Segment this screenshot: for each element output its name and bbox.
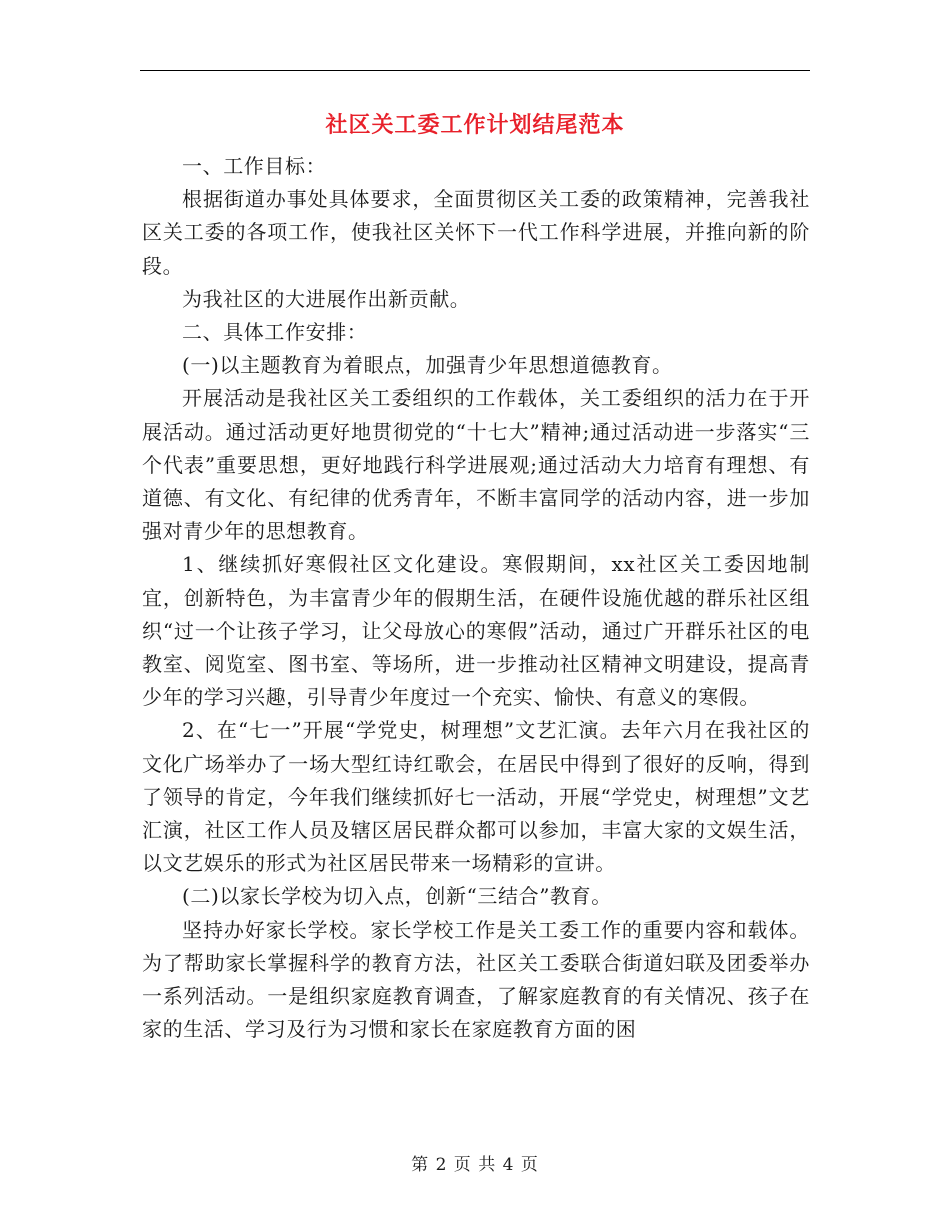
document-body	[142, 150, 810, 1046]
paragraph-section-1-heading: 一、工作目标：	[182, 154, 327, 178]
paragraph-item-2: 2、在“七一”开展“学党史，树理想”文艺汇演。去年六月在我社区的文化广场举办了一场大型红诗红歌会，在居民中得到了很好的反响，得到了领导的肯定，今年我们继续抓好七一活动，开展“学党史，树理想”文艺汇演，社区工作人员及辖区居民群众都可以参加，丰富大家的文娱生活，以文艺娱乐的形式为社区居民带来一场精彩的宣讲。	[142, 718, 810, 876]
paragraph-section-2-heading: 二、具体工作安排：	[182, 320, 368, 345]
paragraph-parent-school: 坚持办好家长学校。家长学校工作是关工委工作的重要内容和载体。为了帮助家长掌握科学的教育方法，社区关工委联合街道妇联及团委举办一系列活动。一是组织家庭教育调查，了解家庭教育的有关情况、孩子在家的生活、学习及行为习惯和家长在家庭教育方面的困	[142, 917, 810, 1042]
paragraph-subsection-1-heading: (一)以主题教育为着眼点，加强青少年思想道德教育。	[182, 353, 673, 378]
page-number-footer: 第 2 页 共 4 页	[411, 1155, 539, 1175]
document-title: 社区关工委工作计划结尾范本	[325, 112, 625, 138]
paragraph-activities: 开展活动是我社区关工委组织的工作载体，关工委组织的活力在于开展活动。通过活动更好地贯彻党的“十七大”精神;通过活动进一步落实“三个代表”重要思想，更好地践行科学进展观;通过活动大力培育有理想、有道德、有文化、有纪律的优秀青年，不断丰富同学的活动内容，进一步加强对青少年的思想教育。	[142, 386, 810, 544]
paragraph-goal-contribution: 为我社区的大进展作出新贡献。	[182, 286, 471, 311]
header-rule	[140, 70, 810, 71]
paragraph-item-1: 1、继续抓好寒假社区文化建设。寒假期间，xx社区关工委因地制宜，创新特色，为丰富青少年的假期生活，在硬件设施优越的群乐社区组织“过一个让孩子学习，让父母放心的寒假”活动，通过广开群乐社区的电教室、阅览室、图书室、等场所，进一步推动社区精神文明建设，提高青少年的学习兴趣，引导青少年度过一个充实、愉快、有意义的寒假。	[142, 552, 810, 710]
paragraph-goal-text: 根据街道办事处具体要求，全面贯彻区关工委的政策精神，完善我社区关工委的各项工作，使我社区关怀下一代工作科学进展，并推向新的阶段。	[142, 187, 810, 278]
paragraph-subsection-2-heading: (二)以家长学校为切入点，创新“三结合”教育。	[182, 884, 612, 909]
